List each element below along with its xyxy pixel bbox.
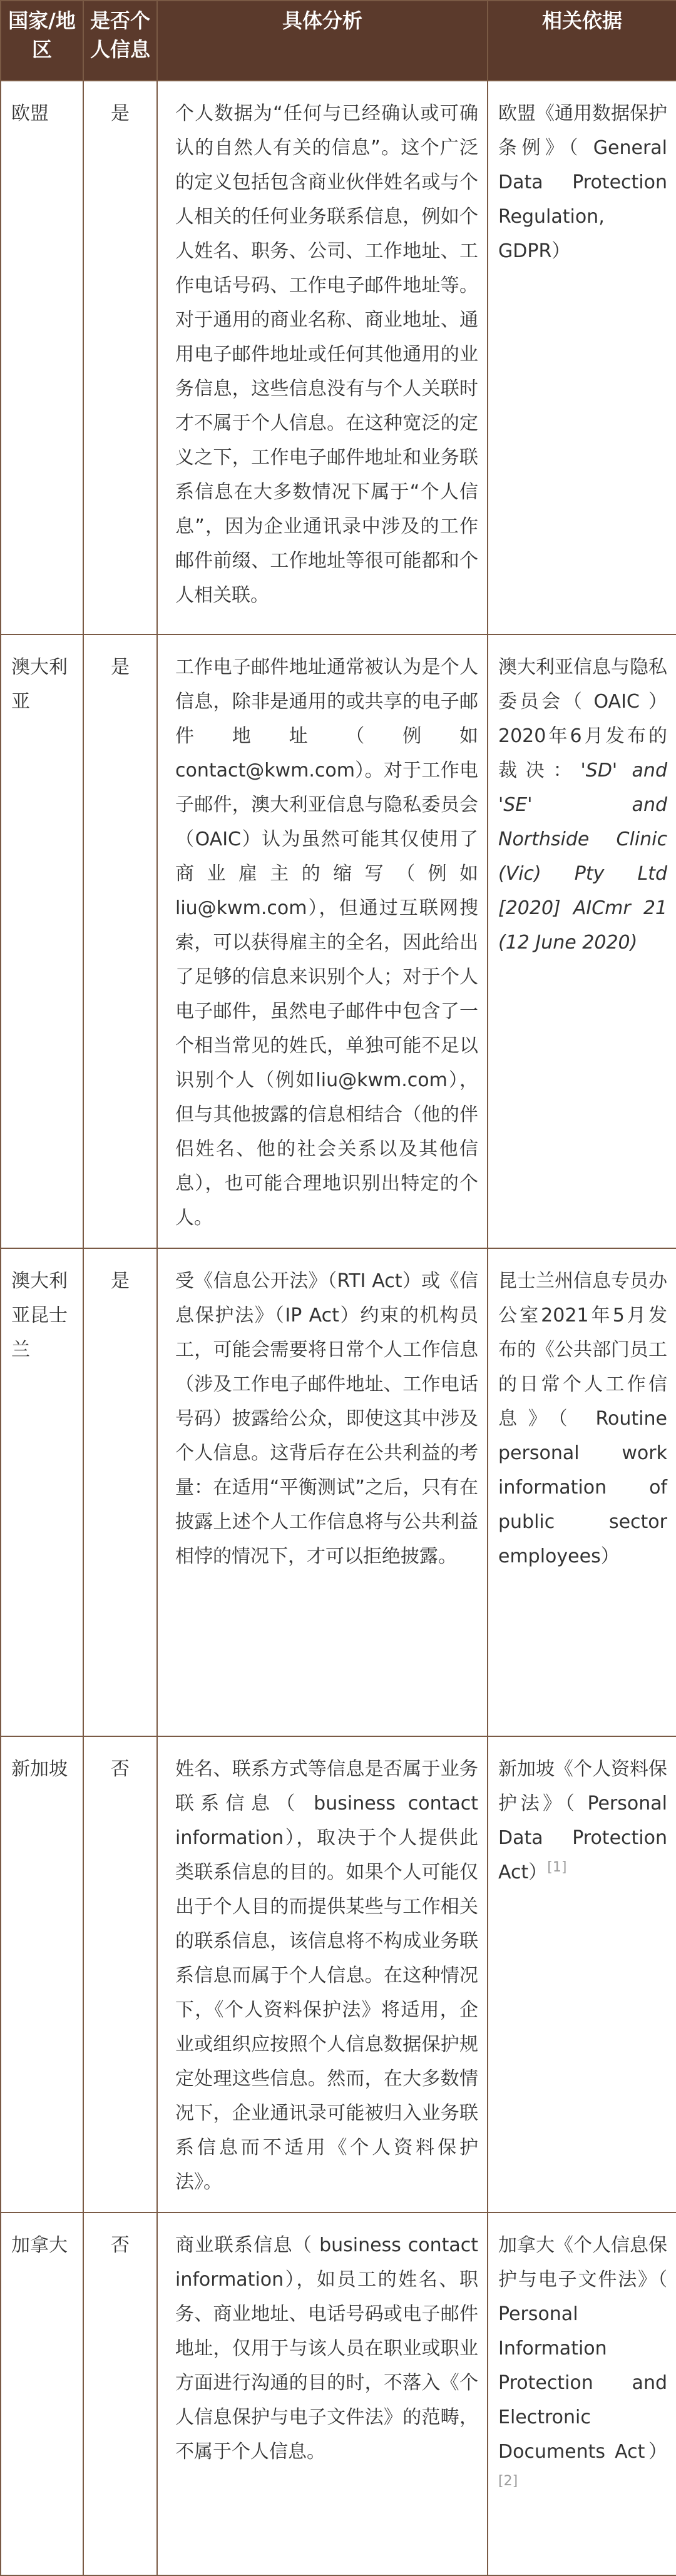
personal-cell: 是 [83, 1248, 157, 1736]
country-cell: 澳大利亚 [1, 634, 83, 1248]
country-cell: 加拿大 [1, 2212, 83, 2575]
analysis-cell: 商业联系信息（ business contact information），如员工的姓名、职务、商业地址、电话号码或电子邮件地址，仅用于与该人员在职业或职业方面进行沟通的目的时，不落入《个人信息保护与电子文件法》的范畴，不属于个人信息。 [157, 2212, 488, 2575]
table-row-canada [1, 2212, 676, 2575]
personal-cell: 是 [83, 81, 157, 634]
footnote-ref[interactable]: [1] [547, 1860, 567, 1875]
analysis-cell: 个人数据为“任何与已经确认或可确认的自然人有关的信息”。这个广泛的定义包括包含商业伙伴姓名或与个人相关的任何业务联系信息，例如个人姓名、职务、公司、工作地址、工作电话号码、工作电子邮件地址等。对于通用的商业名称、商业地址、通用电子邮件地址或任何其他通用的业务信息，这些信息没有与个人关联时才不属于个人信息。在这种宽泛的定义之下，工作电子邮件地址和业务联系信息在大多数情况下属于“个人信息”，因为企业通讯录中涉及的工作邮件前缀、工作地址等很可能都和个人相关联。 [157, 81, 488, 634]
analysis-cell: 受《信息公开法》（RTI Act）或《信息保护法》（IP Act）约束的机构员工，可能会需要将日常个人工作信息（涉及工作电子邮件地址、工作电话号码）披露给公众，即使这其中涉及个人信息。这背后存在公共利益的考量：在适用“平衡测试”之后，只有在披露上述个人工作信息将与公共利益相悖的情况下，才可以拒绝披露。 [157, 1248, 488, 1736]
header-analysis: 具体分析 [157, 1, 488, 81]
personal-cell: 是 [83, 634, 157, 1248]
table-row-eu [1, 81, 676, 634]
basis-cell: 昆士兰州信息专员办公室2021年5月发布的《公共部门员工的日常个人工作信息》（ Routine personal work information of public sector employees） [488, 1248, 676, 1736]
table-row-australia [1, 634, 676, 1248]
basis-text: 新加坡《个人资料保护法》（ Personal Data Protection Act） [498, 1758, 667, 1883]
basis-cell: 欧盟《通用数据保护条例》（ General Data Protection Regulation, GDPR） [488, 81, 676, 634]
basis-cell [488, 2212, 676, 2575]
basis-text: 澳大利亚信息与隐私委员会（ OAIC ）2020年6月发布的裁决： [498, 656, 667, 781]
table-row-queensland [1, 1248, 676, 1736]
header-row [1, 1, 676, 81]
personal-cell: 否 [83, 2212, 157, 2575]
footnote-ref[interactable]: [2] [498, 2473, 518, 2489]
header-country: 国家/地区 [1, 1, 83, 81]
analysis-cell: 工作电子邮件地址通常被认为是个人信息，除非是通用的或共享的电子邮件地址（例如contact@kwm.com）。对于工作电子邮件，澳大利亚信息与隐私委员会（OAIC）认为虽然可能其仅使用了商业雇主的缩写（例如liu@kwm.com），但通过互联网搜索，可以获得雇主的全名，因此给出了足够的信息来识别个人；对于个人电子邮件，虽然电子邮件中包含了一个相当常见的姓氏，单独可能不足以识别个人（例如liu@kwm.com），但与其他披露的信息相结合（他的伴侣姓名、他的社会关系以及其他信息），也可能合理地识别出特定的个人。 [157, 634, 488, 1248]
country-cell: 新加坡 [1, 1736, 83, 2212]
header-basis: 相关依据 [488, 1, 676, 81]
basis-cell [488, 634, 676, 1248]
basis-text: 加拿大《个人信息保护与电子文件法》（ Personal Information Protection and Electronic Documents Act） [498, 2234, 667, 2463]
header-is-personal-info: 是否个人信息 [83, 1, 157, 81]
personal-cell: 否 [83, 1736, 157, 2212]
basis-cell [488, 1736, 676, 2212]
analysis-cell: 姓名、联系方式等信息是否属于业务联系信息（ business contact information），取决于个人提供此类联系信息的目的。如果个人可能仅出于个人目的而提供某些与工作相关的联系信息，该信息将不构成业务联系信息而属于个人信息。在这种情况下，《个人资料保护法》将适用，企业或组织应按照个人信息数据保护规定处理这些信息。然而，在大多数情况下，企业通讯录可能被归入业务联系信息而不适用《个人资料保护法》。 [157, 1736, 488, 2212]
country-cell: 澳大利亚昆士兰 [1, 1248, 83, 1736]
case-citation: 'SD' and 'SE' and Northside Clinic (Vic) Pty Ltd [2020] AICmr 21 (12 June 2020) [498, 760, 667, 954]
table-row-singapore [1, 1736, 676, 2212]
country-cell: 欧盟 [1, 81, 83, 634]
